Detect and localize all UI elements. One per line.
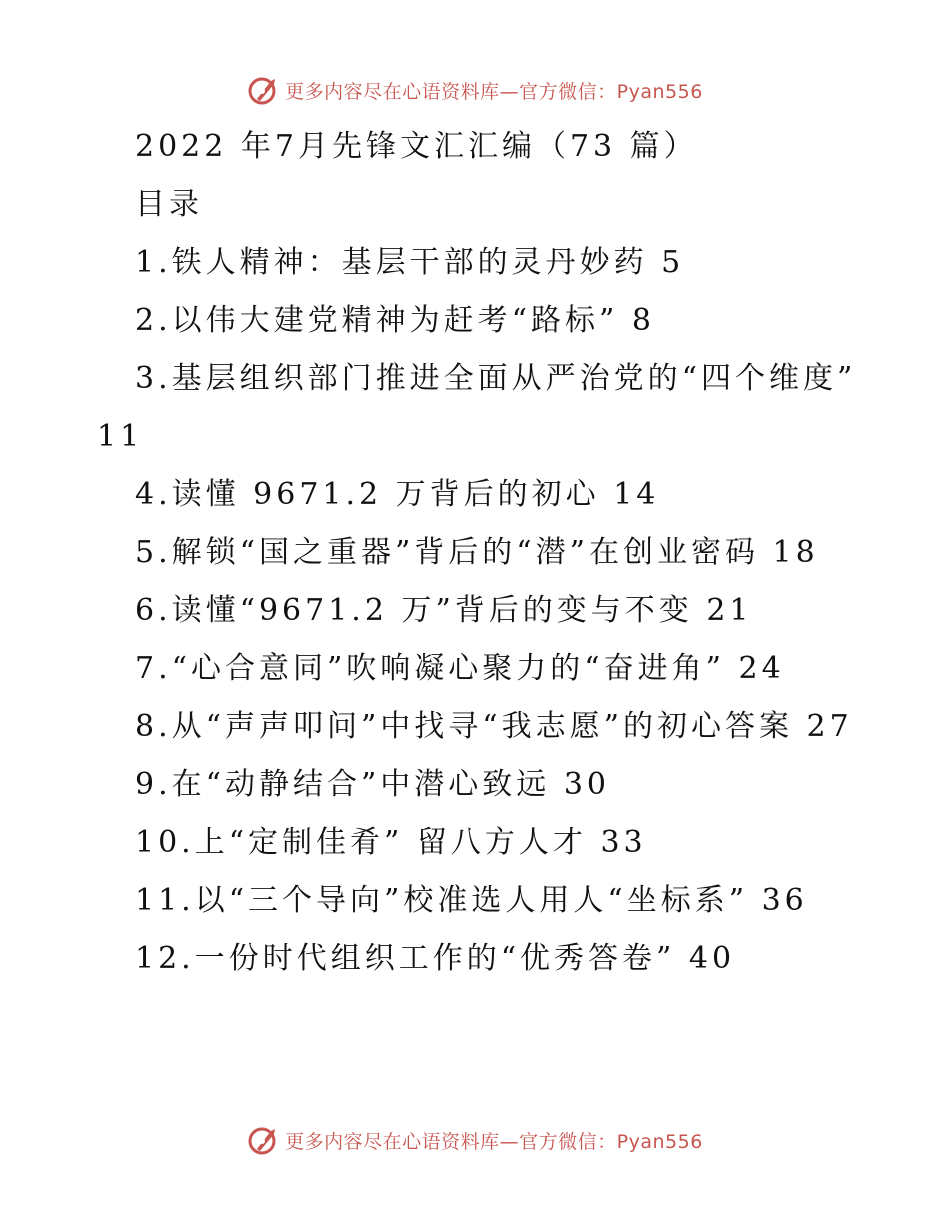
watermark-text: 更多内容尽在心语资料库—官方微信：Pyan556 [285,80,703,103]
toc-entry: 12.一份时代组织工作的“优秀答卷” 40 [135,941,736,976]
watermark-header [0,70,950,110]
document-body [97,118,857,988]
toc-entry: 11.以“三个导向”校准选人用人“坐标系” 36 [135,883,808,918]
document-title: 2022 年7月先锋文汇汇编（73 篇） [135,129,698,164]
toc-entry: 3.基层组织部门推进全面从严治党的“四个维度” 11 [97,361,857,454]
watermark-footer [0,1120,950,1160]
toc-entry: 1.铁人精神：基层干部的灵丹妙药 5 [135,245,685,280]
toc-entry: 5.解锁“国之重器”背后的“潜”在创业密码 18 [135,535,819,570]
toc-entry: 6.读懂“9671.2 万”背后的变与不变 21 [135,593,753,628]
toc-entry: 4.读懂 9671.2 万背后的初心 14 [135,477,660,512]
pen-nib-logo-icon [247,1123,281,1157]
watermark-text: 更多内容尽在心语资料库—官方微信：Pyan556 [285,1130,703,1153]
toc-entry: 10.上“定制佳肴” 留八方人才 33 [135,825,647,860]
toc-entry: 8.从“声声叩问”中找寻“我志愿”的初心答案 27 [135,709,853,744]
toc-entry: 9.在“动静结合”中潜心致远 30 [135,767,611,802]
toc-heading: 目录 [135,187,203,222]
pen-nib-logo-icon [247,73,281,107]
toc-entry: 2.以伟大建党精神为赶考“路标” 8 [135,303,655,338]
toc-entry: 7.“心合意同”吹响凝心聚力的“奋进角” 24 [135,651,785,686]
